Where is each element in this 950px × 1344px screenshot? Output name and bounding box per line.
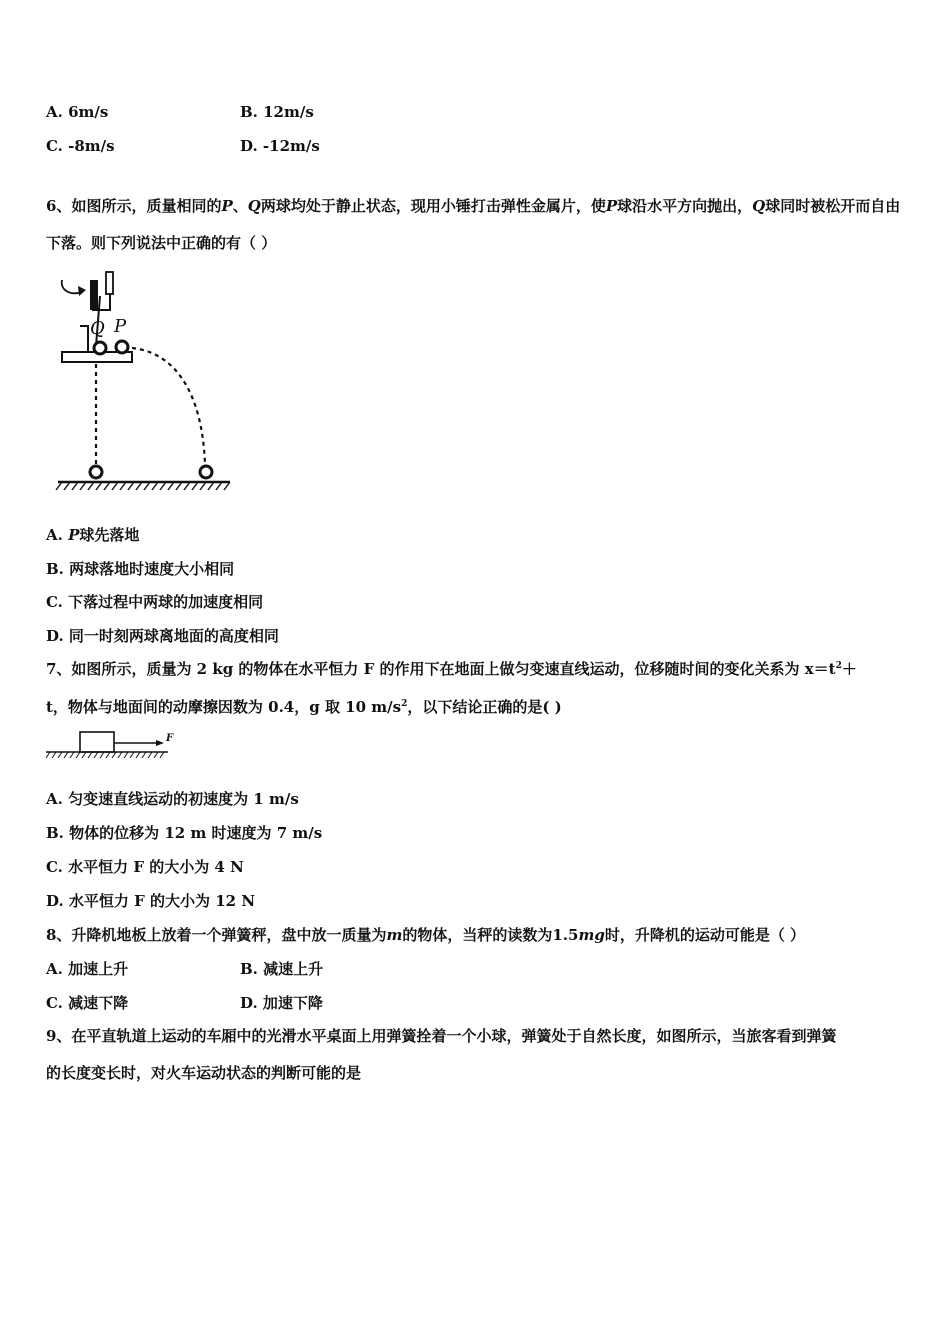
ball-p-start xyxy=(116,341,128,353)
q5-option-b: B. 12m/s xyxy=(240,103,314,121)
q6-figure xyxy=(52,268,237,500)
q6-text-d: 球同时被松开而自由下落。则下列说法中正确的有（ ） xyxy=(46,197,901,252)
q7-line1-text: 7、如图所示，质量为 2 kg 的物体在水平恒力 F 的作用下在地面上做匀变速直线运动，位移随时间的变化关系为 x＝t xyxy=(46,660,836,678)
q8-text-c: 时，升降机的运动可能是（ ） xyxy=(604,926,806,944)
question-9-line-1: 9、在平直轨道上运动的车厢中的光滑水平桌面上用弹簧拴着一个小球，弹簧处于自然长度，如图所示，当旅客看到弹簧 xyxy=(46,1027,837,1045)
q8-option-d: D. 加速下降 xyxy=(240,994,323,1012)
q8-option-b: B. 减速上升 xyxy=(240,960,324,978)
q6-sep: 、 xyxy=(232,197,248,215)
q7-sup1: 2 xyxy=(835,661,842,671)
ball-q-end xyxy=(90,466,102,478)
fig-label-q: Q xyxy=(90,318,105,339)
q6-option-a-prefix: A. xyxy=(46,526,69,544)
q5-option-a: A. 6m/s xyxy=(46,103,109,121)
q7-line2-text: t，物体与地面间的动摩擦因数为 0.4，g 取 10 m/s xyxy=(46,698,402,716)
q6-option-b: B. 两球落地时速度大小相同 xyxy=(46,560,235,578)
ball-p-end xyxy=(200,466,212,478)
question-7-line-1 xyxy=(46,658,857,679)
block xyxy=(80,732,114,752)
q8-var-mg: mg xyxy=(578,926,605,944)
ball-q-start xyxy=(94,342,106,354)
ground-hatching xyxy=(46,752,164,758)
q7-option-a: A. 匀变速直线运动的初速度为 1 m/s xyxy=(46,790,299,808)
q7-line1-end: ＋ xyxy=(841,660,857,678)
q7-sup2: 2 xyxy=(401,699,408,709)
q6-var-q: Q xyxy=(247,197,261,215)
q7-figure xyxy=(46,728,180,762)
q6-option-d: D. 同一时刻两球离地面的高度相同 xyxy=(46,627,279,645)
q7-option-b: B. 物体的位移为 12 m 时速度为 7 m/s xyxy=(46,824,323,842)
q6-text-a: 如图所示，质量相同的 xyxy=(71,197,222,215)
q7-line2-end: ，以下结论正确的是( ) xyxy=(407,698,562,716)
q6-text-c: 球沿水平方向抛出， xyxy=(617,197,753,215)
hammer-arrow-head xyxy=(78,286,86,296)
q6-text-b: 两球均处于静止状态，现用小锤打击弹性金属片，使 xyxy=(260,197,606,215)
q8-var-m: m xyxy=(386,926,403,944)
question-7-line-2 xyxy=(46,696,562,717)
q5-option-c: C. -8m/s xyxy=(46,137,115,155)
fig-label-p: P xyxy=(114,316,127,337)
force-label: F xyxy=(166,733,174,744)
q8-option-a: A. 加速上升 xyxy=(46,960,129,978)
question-9-line-2: 的长度变长时，对火车运动状态的判断可能的是 xyxy=(46,1064,362,1082)
q7-option-d: D. 水平恒力 F 的大小为 12 N xyxy=(46,892,256,910)
q8-value: 1.5 xyxy=(552,926,579,944)
q6-option-a-text: 球先落地 xyxy=(79,526,140,544)
q6-option-c: C. 下落过程中两球的加速度相同 xyxy=(46,593,264,611)
q5-option-d: D. -12m/s xyxy=(240,137,320,155)
question-6-stem xyxy=(46,188,908,262)
q6-var-q2: Q xyxy=(752,197,766,215)
q6-var-p: P xyxy=(221,197,233,215)
q8-text-b: 的物体，当秤的读数为 xyxy=(402,926,553,944)
force-arrow-head xyxy=(156,740,164,746)
q6-option-a xyxy=(46,524,139,545)
q8-text-a: 8、升降机地板上放着一个弹簧秤，盘中放一质量为 xyxy=(46,926,387,944)
p-trajectory xyxy=(132,348,205,464)
q8-option-c: C. 减速下降 xyxy=(46,994,129,1012)
q6-var-p2: P xyxy=(605,197,618,215)
q6-number: 6、 xyxy=(46,197,72,215)
q6-option-a-var: P xyxy=(68,526,80,544)
question-8-stem xyxy=(46,924,805,945)
hammer xyxy=(90,280,98,310)
q7-option-c: C. 水平恒力 F 的大小为 4 N xyxy=(46,858,244,876)
